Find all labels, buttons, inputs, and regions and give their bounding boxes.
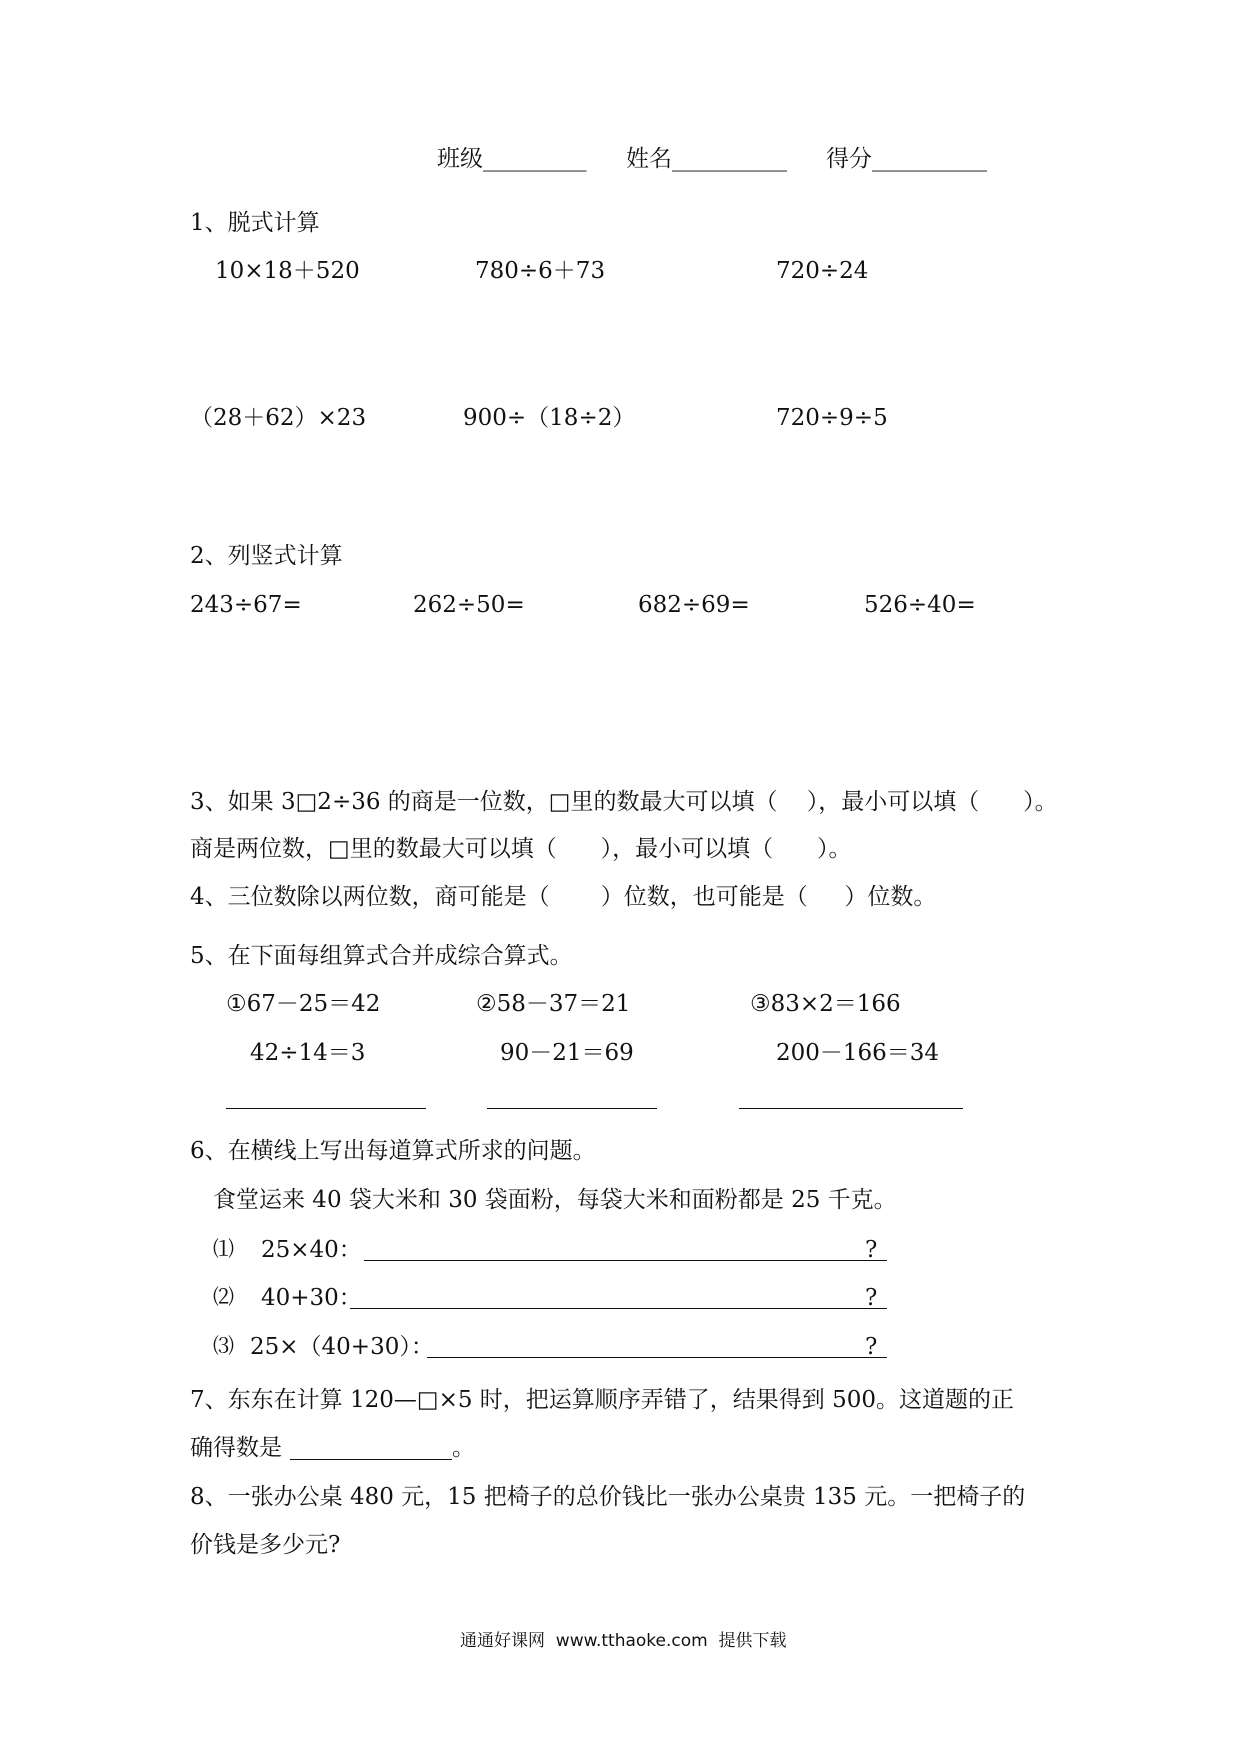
q6-answer-line[interactable] [364, 1260, 887, 1261]
q2-title: 2、列竖式计算 [190, 543, 343, 569]
q5-equation: ①67－25＝42 [226, 991, 381, 1017]
q6-item-expression: 25×40： [261, 1237, 362, 1263]
q7-answer-line[interactable] [290, 1459, 452, 1460]
q1-expression: 720÷24 [776, 258, 869, 284]
q1-expression: 780÷6＋73 [475, 258, 606, 284]
q6-answer-line[interactable] [427, 1357, 887, 1358]
q1-expression: 10×18＋520 [215, 258, 360, 284]
name-field-label: 姓名__________ [626, 146, 787, 172]
q2-expression: 526÷40= [864, 592, 976, 618]
q1-expression: 720÷9÷5 [776, 405, 888, 431]
q6-item-number: ⑵ [213, 1285, 234, 1309]
q1-expression: 900÷（18÷2） [463, 405, 636, 431]
q6-context: 食堂运来 40 袋大米和 30 袋面粉，每袋大米和面粉都是 25 千克。 [213, 1187, 897, 1213]
q5-answer-line[interactable] [739, 1108, 963, 1109]
q6-question-mark: ? [865, 1285, 878, 1311]
q5-equation: 42÷14＝3 [250, 1040, 366, 1066]
footer-watermark: 通通好课网 www.tthaoke.com 提供下载 [460, 1631, 787, 1651]
q8-line-2: 价钱是多少元? [190, 1532, 341, 1558]
q5-answer-line[interactable] [226, 1108, 426, 1109]
q7-line-1: 7、东东在计算 120—□×5 时，把运算顺序弄错了，结果得到 500。这道题的正 [190, 1387, 1015, 1413]
q6-question-mark: ? [865, 1237, 878, 1263]
q3-line-1: 3、如果 3□2÷36 的商是一位数，□里的数最大可以填（ ），最小可以填（ ）。 [190, 789, 1058, 815]
q1-title: 1、脱式计算 [190, 210, 320, 236]
q3-line-2: 商是两位数，□里的数最大可以填（ ），最小可以填（ ）。 [190, 836, 852, 862]
score-field-label: 得分__________ [826, 146, 987, 172]
q2-expression: 682÷69= [638, 592, 750, 618]
class-field-label: 班级_________ [437, 146, 587, 172]
q4-text: 4、三位数除以两位数，商可能是（ ）位数，也可能是（ ）位数。 [190, 884, 937, 910]
q2-expression: 243÷67= [190, 592, 302, 618]
q6-title: 6、在横线上写出每道算式所求的问题。 [190, 1138, 596, 1164]
q6-item-expression: 25×（40+30）： [250, 1334, 434, 1360]
q5-title: 5、在下面每组算式合并成综合算式。 [190, 943, 573, 969]
q7-line-2-suffix: 。 [452, 1435, 475, 1461]
q5-equation: ②58－37＝21 [476, 991, 631, 1017]
q5-equation: ③83×2＝166 [750, 991, 901, 1017]
q6-answer-line[interactable] [350, 1308, 887, 1309]
q8-line-1: 8、一张办公桌 480 元，15 把椅子的总价钱比一张办公桌贵 135 元。一把椅子的 [190, 1484, 1026, 1510]
q2-expression: 262÷50= [413, 592, 525, 618]
q5-equation: 200－166＝34 [776, 1040, 940, 1066]
q6-question-mark: ? [865, 1334, 878, 1360]
q7-line-2-prefix: 确得数是 [190, 1435, 282, 1461]
q6-item-number: ⑴ [213, 1237, 234, 1261]
q1-expression: （28＋62）×23 [190, 405, 367, 431]
q6-item-number: ⑶ [213, 1334, 234, 1358]
q6-item-expression: 40+30： [261, 1285, 362, 1311]
q5-answer-line[interactable] [487, 1108, 657, 1109]
q5-equation: 90－21＝69 [500, 1040, 634, 1066]
